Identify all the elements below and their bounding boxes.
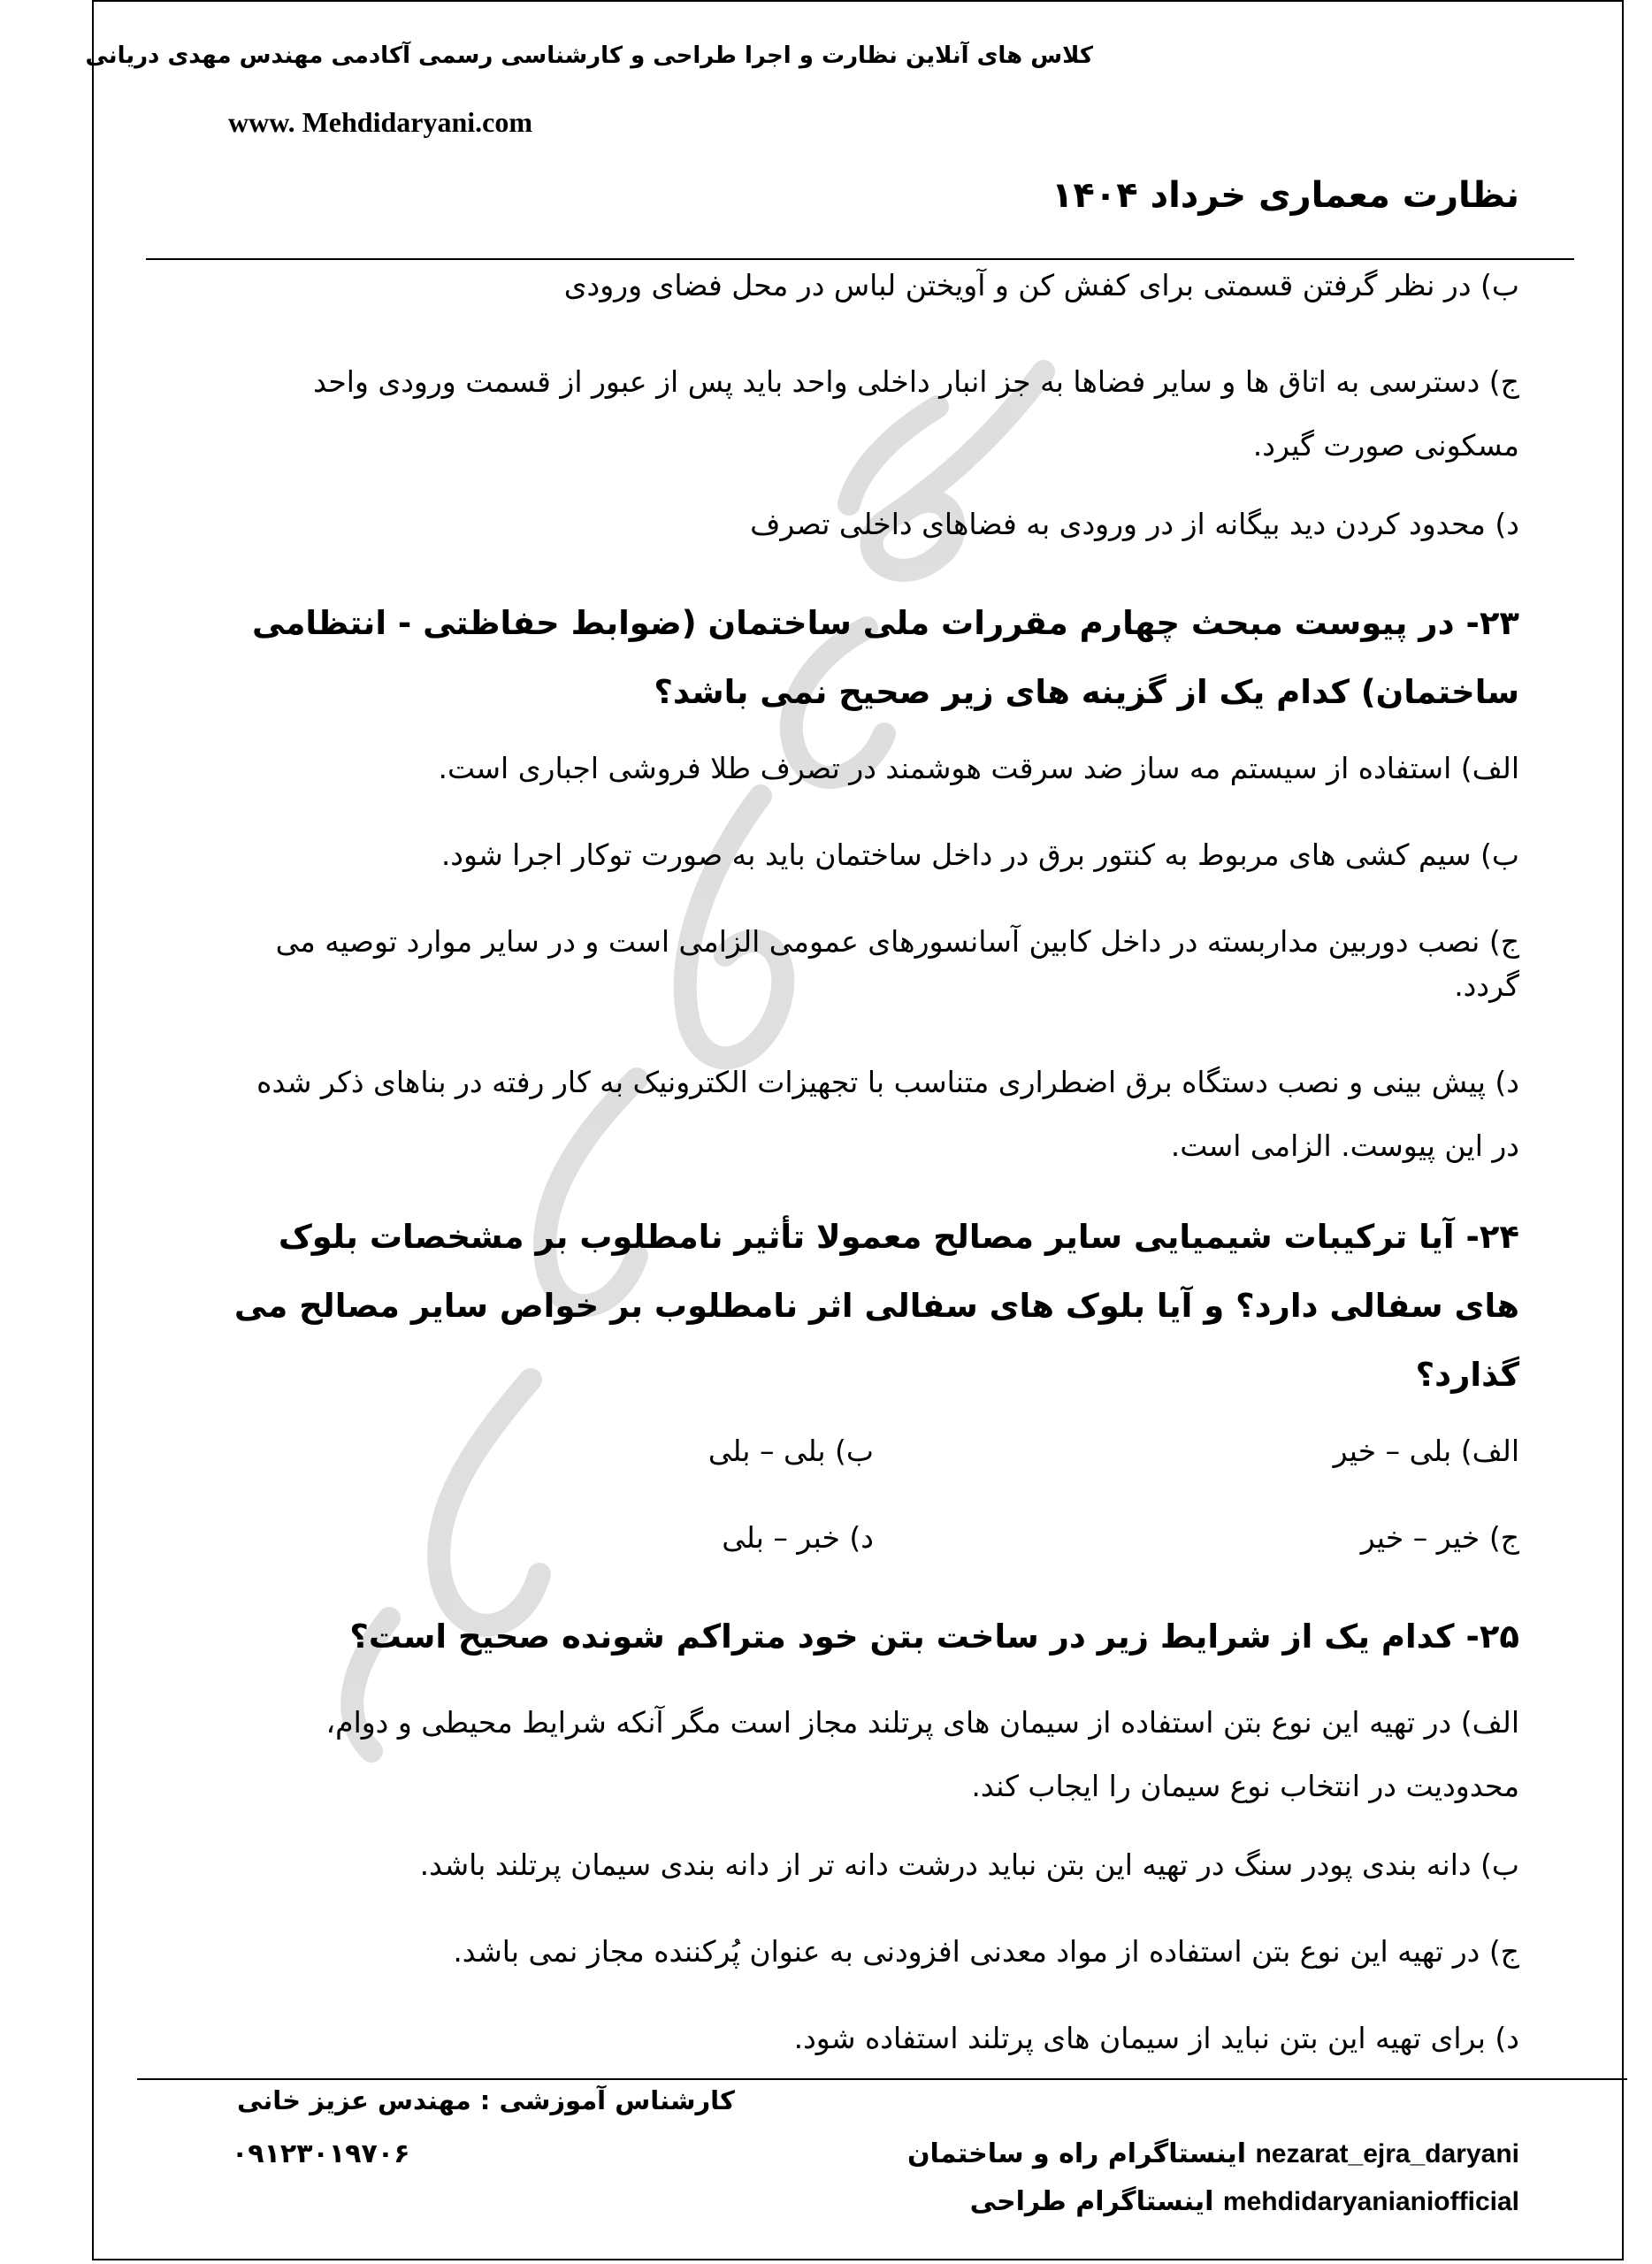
q24-options-grid bbox=[228, 1429, 1519, 1602]
q23-option-b: ب) سیم کشی های مربوط به کنتور برق در داخل ساختمان باید به صورت توکار اجرا شود. bbox=[440, 838, 1519, 872]
q23-option-alef: الف) استفاده از سیستم مه ساز ضد سرقت هوشمند در تصرف طلا فروشی اجباری است. bbox=[438, 751, 1519, 785]
footer-instructor: کارشناس آموزشی : مهندس عزیز خانی bbox=[237, 2085, 735, 2115]
instagram-label-civil: اینستاگرام راه و ساختمان bbox=[906, 2138, 1247, 2169]
q25-option-b: ب) دانه بندی پودر سنگ در تهیه این بتن نباید درشت دانه تر از دانه بندی سیمان پرتلند باشد. bbox=[419, 1847, 1519, 1882]
q24-option-alef: الف) بلی – خیر bbox=[1333, 1434, 1519, 1468]
instagram-handle-civil[interactable]: nezarat_ejra_daryani bbox=[1255, 2139, 1519, 2168]
q24-option-c: ج) خیر – خیر bbox=[1360, 1520, 1519, 1555]
footer-divider bbox=[137, 2078, 1627, 2080]
prev-option-b: ب) در نظر گرفتن قسمتی برای کفش کن و آویختن لباس در محل فضای ورودی bbox=[563, 268, 1519, 302]
header-divider bbox=[146, 258, 1574, 260]
page-title: نظارت معماری خرداد ۱۴۰۴ bbox=[1051, 175, 1519, 216]
footer-instagram-design bbox=[970, 2186, 1519, 2217]
q25-option-alef: الف) در تهیه این نوع بتن استفاده از سیمان های پرتلند مجاز است مگر آنکه شرایط محیطی و دوام، محدودیت در انتخاب نوع سیمان را ایجاب کند. bbox=[325, 1705, 1519, 1803]
question-23-title: ۲۳- در پیوست مبحث چهارم مقررات ملی ساختمان (ضوابط حفاظتی - انتظامی ساختمان) کدام یک از گزینه های زیر صحیح نمی باشد؟ bbox=[252, 604, 1519, 711]
q24-option-b: ب) بلی – بلی bbox=[707, 1434, 874, 1468]
instagram-handle-design[interactable]: mehdidaryanianiofficial bbox=[1222, 2187, 1519, 2216]
q23-option-d: د) پیش بینی و نصب دستگاه برق اضطراری متناسب با تجهیزات الکترونیک به کار رفته در بناهای ذکر شده در این پیوست. الزامی است. bbox=[256, 1065, 1519, 1163]
footer-instagram-civil bbox=[907, 2138, 1519, 2169]
question-content bbox=[228, 264, 1519, 2103]
q24-option-d: د) خبر – بلی bbox=[722, 1520, 874, 1555]
question-24-title: ۲۴- آیا ترکیبات شیمیایی سایر مصالح معمولا تأثیر نامطلوب بر مشخصات بلوک های سفالی دارد؟ و آیا بلوک های سفالی اثر نامطلوب بر خواص سایر مصالح می گذارد؟ bbox=[233, 1218, 1519, 1394]
q25-option-c: ج) در تهیه این نوع بتن استفاده از مواد معدنی افزودنی به عنوان پُرکننده مجاز نمی باشد. bbox=[453, 1934, 1519, 1969]
instagram-label-design: اینستاگرام طراحی bbox=[969, 2186, 1214, 2217]
prev-option-d: د) محدود کردن دید بیگانه از در ورودی به فضاهای داخلی تصرف bbox=[750, 507, 1519, 541]
footer-phone: ۰۹۱۲۳۰۱۹۷۰۶ bbox=[232, 2138, 410, 2169]
academy-header: کلاس های آنلاین نظارت و اجرا طراحی و کارشناسی رسمی آکادمی مهندس مهدی دریانی bbox=[85, 42, 1093, 69]
prev-option-c: ج) دسترسی به اتاق ها و سایر فضاها به جز انبار داخلی واحد باید پس از عبور از قسمت ورودی واحد مسکونی صورت گیرد. bbox=[313, 364, 1519, 463]
question-25-title: ۲۵- کدام یک از شرایط زیر در ساخت بتن خود متراکم شونده صحیح است؟ bbox=[349, 1618, 1519, 1656]
q23-option-c: ج) نصب دوربین مداربسته در داخل کابین آسانسورهای عمومی الزامی است و در سایر موارد توصیه می گردد. bbox=[275, 924, 1519, 1003]
website-link[interactable]: www. Mehdidaryani.com bbox=[228, 106, 532, 138]
q25-option-d: د) برای تهیه این بتن نباید از سیمان های پرتلند استفاده شود. bbox=[793, 2021, 1519, 2055]
